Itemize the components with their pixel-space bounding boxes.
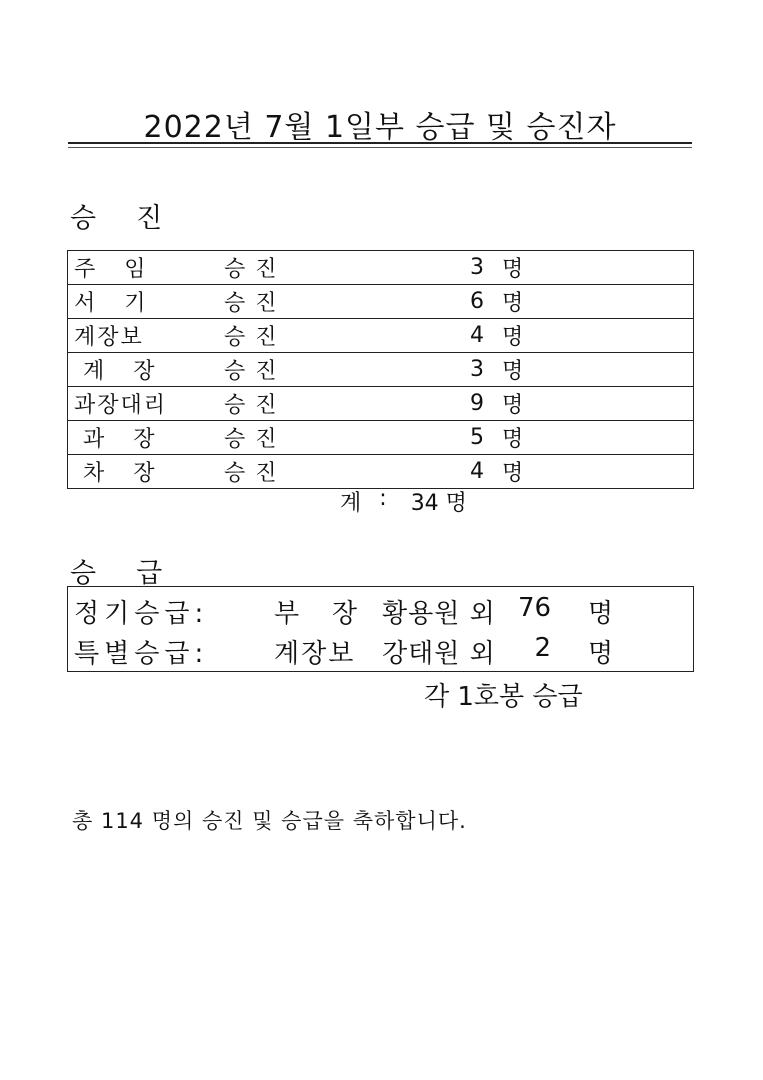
- total-separator: :: [379, 486, 387, 511]
- count-cell: 9: [470, 391, 484, 416]
- title-underline: [68, 142, 692, 144]
- rank-cell: 계장보: [74, 325, 144, 350]
- title-underline-thin: [68, 147, 692, 148]
- total-count: 34 명: [410, 491, 467, 516]
- list-item: [74, 593, 628, 630]
- type-cell: 승진: [224, 359, 287, 384]
- count-cell: 6: [470, 289, 484, 314]
- unit-cell: 명: [502, 257, 524, 282]
- unit-cell: 명: [502, 393, 524, 418]
- step-count: 76: [518, 593, 552, 623]
- step-increase-note: 각 1호봉 승급: [424, 682, 583, 712]
- type-cell: 승진: [224, 461, 287, 486]
- rank-cell: 서 기: [74, 291, 148, 316]
- step-rank: 계장보: [274, 639, 356, 669]
- count-cell: 3: [470, 357, 484, 382]
- page-title: 2022년 7월 1일부 승급 및 승진자: [143, 110, 617, 145]
- rank-cell: 과장대리: [74, 393, 168, 418]
- step-rank: 부 장: [274, 599, 360, 629]
- table-row: [68, 319, 693, 353]
- type-cell: 승진: [224, 325, 287, 350]
- step-increase-box: [67, 586, 694, 672]
- step-increase-heading: 승급: [70, 558, 203, 589]
- rank-cell: 차 장: [74, 461, 157, 486]
- unit-cell: 명: [502, 291, 524, 316]
- table-row: [68, 251, 693, 285]
- type-cell: 승진: [224, 291, 287, 316]
- unit-cell: 명: [502, 359, 524, 384]
- total-label: 계: [340, 491, 362, 516]
- closing-message: 총 114 명의 승진 및 승급을 축하합니다.: [72, 809, 467, 833]
- count-cell: 4: [470, 459, 484, 484]
- table-row: [68, 353, 693, 387]
- count-cell: 3: [470, 255, 484, 280]
- promotion-heading: 승진: [70, 203, 203, 234]
- step-name: 강태원 외: [382, 639, 496, 669]
- table-row: [68, 285, 693, 319]
- step-name: 황용원 외: [382, 599, 496, 629]
- step-label: 특별승급:: [74, 639, 209, 669]
- list-item: [74, 633, 628, 670]
- table-row: [68, 421, 693, 455]
- rank-cell: 계 장: [74, 359, 157, 384]
- count-cell: 5: [470, 425, 484, 450]
- type-cell: 승진: [224, 393, 287, 418]
- table-row: [68, 455, 693, 488]
- step-label: 정기승급:: [74, 599, 209, 629]
- step-unit: 명: [588, 639, 614, 669]
- promotion-total: [340, 486, 467, 517]
- type-cell: 승진: [224, 427, 287, 452]
- unit-cell: 명: [502, 427, 524, 452]
- rank-cell: 주 임: [74, 257, 148, 282]
- step-unit: 명: [588, 599, 614, 629]
- type-cell: 승진: [224, 257, 287, 282]
- unit-cell: 명: [502, 325, 524, 350]
- step-count: 2: [518, 633, 552, 663]
- rank-cell: 과 장: [74, 427, 157, 452]
- unit-cell: 명: [502, 461, 524, 486]
- promotion-table: [67, 250, 694, 489]
- count-cell: 4: [470, 323, 484, 348]
- table-row: [68, 387, 693, 421]
